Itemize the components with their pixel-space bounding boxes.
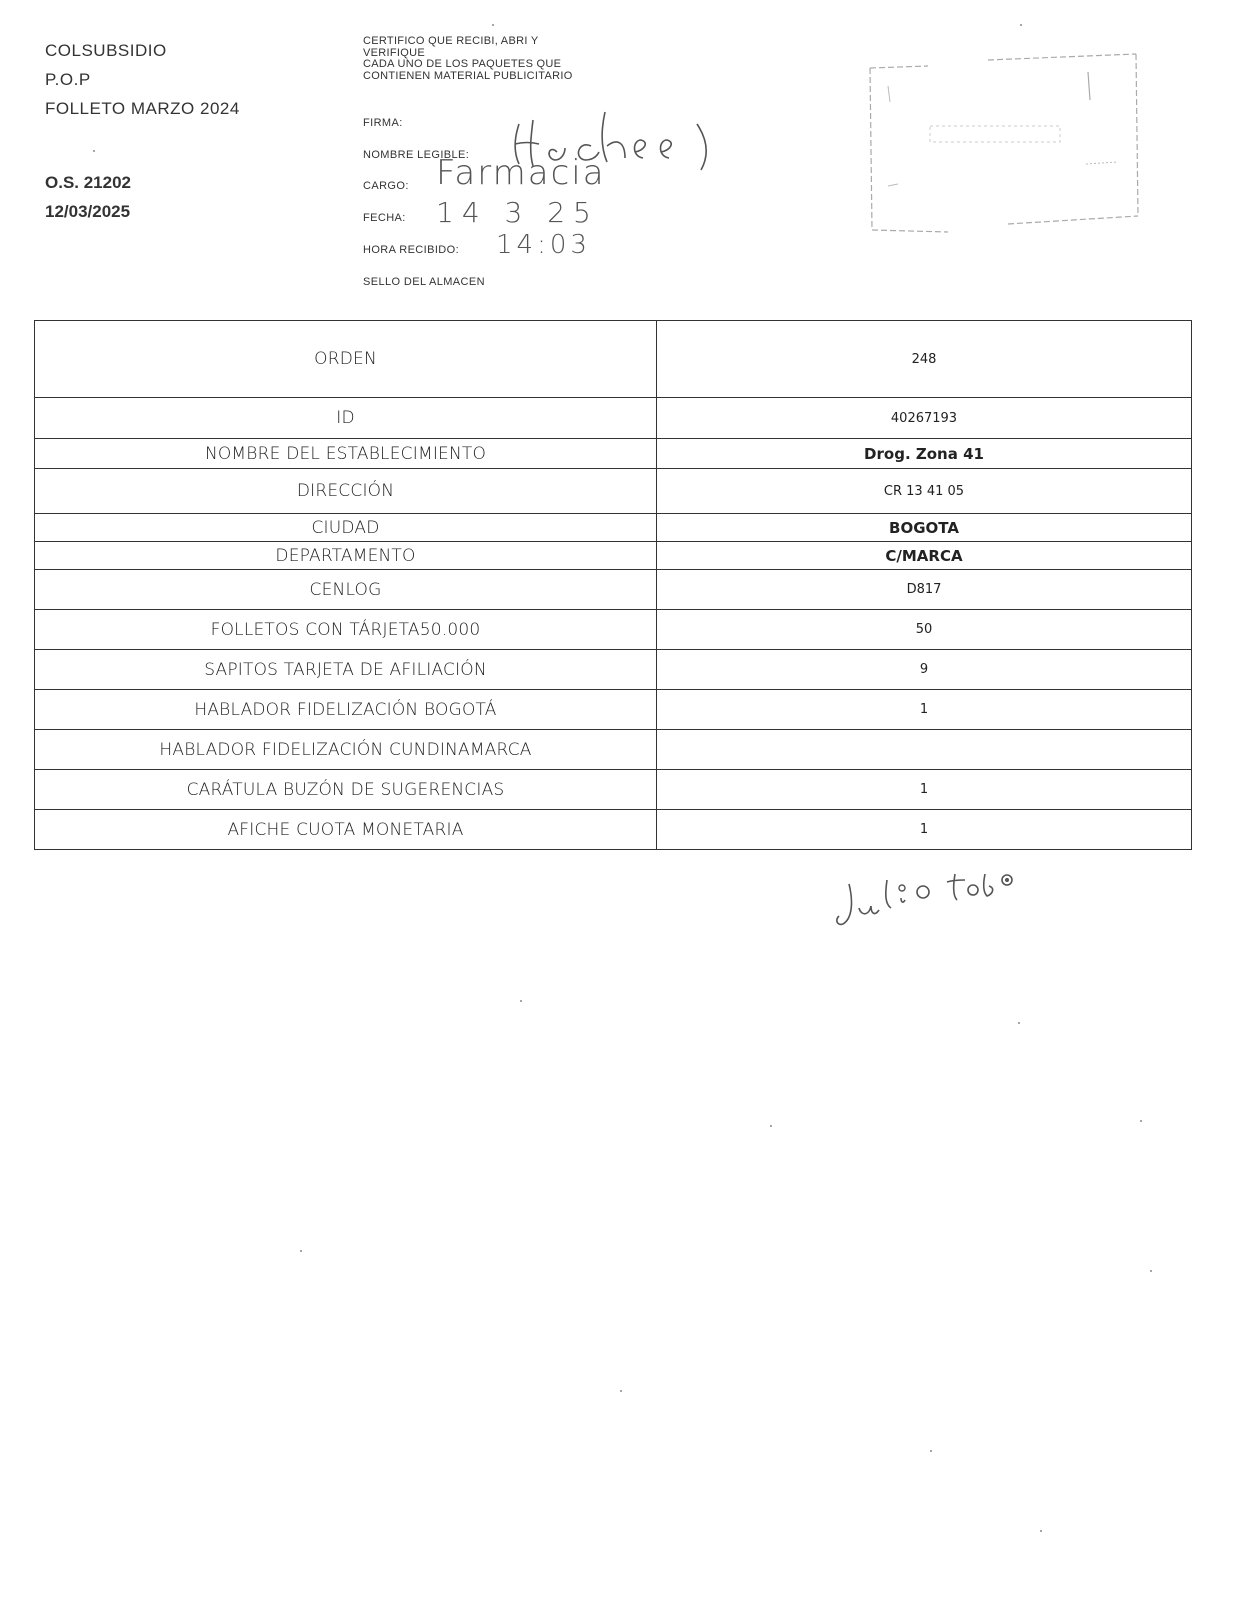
row-value: CR 13 41 05: [657, 469, 1192, 514]
scan-speck: [492, 24, 494, 26]
order-info: [45, 168, 131, 226]
scan-speck: [770, 1125, 772, 1127]
scan-speck: [300, 1250, 302, 1252]
row-value: BOGOTA: [657, 514, 1192, 542]
firma-label: FIRMA:: [363, 117, 403, 129]
cert-line: CONTIENEN MATERIAL PUBLICITARIO: [363, 69, 573, 82]
table-row: [35, 321, 1192, 398]
folleto-title: FOLLETO MARZO 2024: [45, 99, 240, 118]
scan-speck: [1150, 1270, 1152, 1272]
hora-label: HORA RECIBIDO:: [363, 244, 460, 256]
table-row: [35, 730, 1192, 770]
row-value: 1: [657, 690, 1192, 730]
nombre-label: NOMBRE LEGIBLE:: [363, 149, 470, 161]
row-value: 40267193: [657, 398, 1192, 439]
row-key: FOLLETOS CON TÁRJETA50.000: [35, 610, 657, 650]
row-key: AFICHE CUOTA MONETARIA: [35, 810, 657, 850]
os-date: 12/03/2025: [45, 202, 131, 221]
company-header: [45, 36, 240, 123]
table-row: [35, 542, 1192, 570]
row-key: DEPARTAMENTO: [35, 542, 657, 570]
os-number: O.S. 21202: [45, 173, 132, 192]
row-key: SAPITOS TARJETA DE AFILIACIÓN: [35, 650, 657, 690]
row-key: CIUDAD: [35, 514, 657, 542]
row-value: 1: [657, 770, 1192, 810]
row-key: HABLADOR FIDELIZACIÓN BOGOTÁ: [35, 690, 657, 730]
table-row: [35, 570, 1192, 610]
company-name: COLSUBSIDIO: [45, 41, 167, 60]
cargo-handwritten: Farmacia: [436, 153, 606, 193]
row-value: [657, 730, 1192, 770]
cert-line: VERIFIQUE: [363, 46, 425, 59]
sello-label: SELLO DEL ALMACEN: [363, 276, 485, 288]
row-key: CENLOG: [35, 570, 657, 610]
store-stamp: [868, 46, 1140, 236]
scan-speck: [1020, 24, 1022, 26]
cert-line: CERTIFICO QUE RECIBI, ABRI Y: [363, 35, 539, 47]
certification-text: [363, 36, 573, 82]
scan-speck: [1040, 1530, 1042, 1532]
row-value: Drog. Zona 41: [657, 439, 1192, 469]
table-row: [35, 810, 1192, 850]
cert-line: CADA UNO DE LOS PAQUETES QUE: [363, 58, 562, 70]
table-row: [35, 690, 1192, 730]
hora-handwritten: 14:03: [496, 230, 591, 260]
table-row: [35, 398, 1192, 439]
row-key: CARÁTULA BUZÓN DE SUGERENCIAS: [35, 770, 657, 810]
table-row: [35, 650, 1192, 690]
row-key: HABLADOR FIDELIZACIÓN CUNDINAMARCA: [35, 730, 657, 770]
row-value: D817: [657, 570, 1192, 610]
scan-speck: [1140, 1120, 1142, 1122]
row-value: 1: [657, 810, 1192, 850]
row-key: ID: [35, 398, 657, 439]
pop-label: P.O.P: [45, 70, 91, 89]
fecha-handwritten: 14 3 25: [436, 196, 599, 229]
table-row: [35, 439, 1192, 469]
fecha-label: FECHA:: [363, 212, 406, 224]
scan-speck: [1018, 1022, 1020, 1024]
table-row: [35, 469, 1192, 514]
row-key: ORDEN: [35, 321, 657, 398]
table-row: [35, 610, 1192, 650]
cargo-label: CARGO:: [363, 180, 409, 192]
row-key: DIRECCIÓN: [35, 469, 657, 514]
scan-speck: [93, 150, 95, 152]
row-value: 50: [657, 610, 1192, 650]
row-value: 9: [657, 650, 1192, 690]
table-row: [35, 514, 1192, 542]
scan-speck: [930, 1450, 932, 1452]
row-value: C/MARCA: [657, 542, 1192, 570]
row-key: NOMBRE DEL ESTABLECIMIENTO: [35, 439, 657, 469]
scan-speck: [520, 1000, 522, 1002]
scan-speck: [620, 1390, 622, 1392]
table-row: [35, 770, 1192, 810]
handwritten-name: [835, 870, 1035, 940]
delivery-table: [34, 320, 1192, 850]
row-value: 248: [657, 321, 1192, 398]
